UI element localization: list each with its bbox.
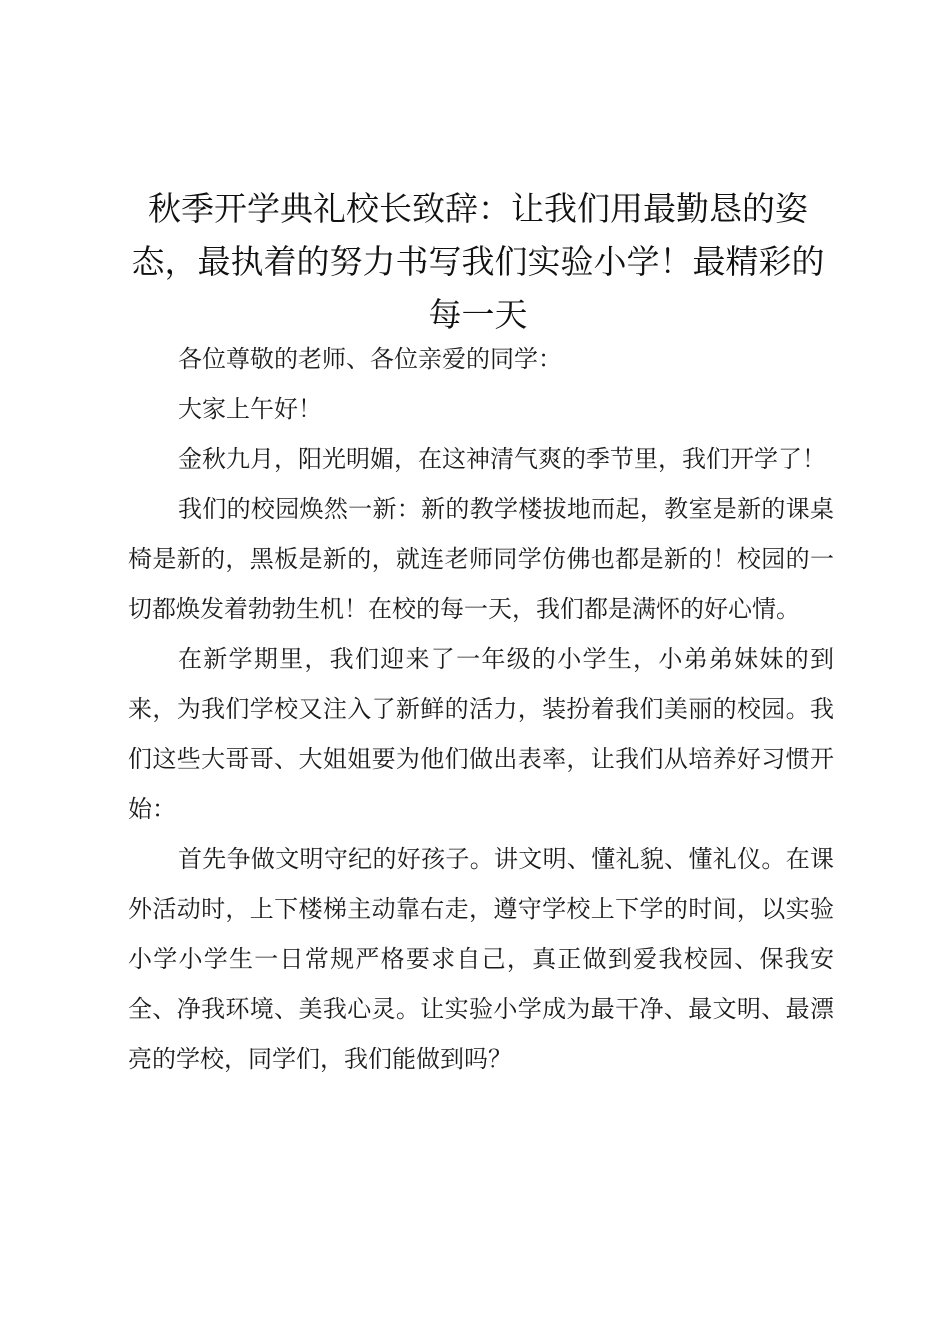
document-body: [128, 334, 834, 1084]
paragraph-new-campus: 我们的校园焕然一新：新的教学楼拔地而起，教室是新的课桌椅是新的，黑板是新的，就连老师同学仿佛也都是新的！校园的一切都焕发着勃勃生机！在校的每一天，我们都是满怀的好心情。: [128, 495, 834, 623]
paragraph-opening: 金秋九月，阳光明媚，在这神清气爽的季节里，我们开学了！: [178, 445, 826, 473]
paragraph-new-students: 在新学期里，我们迎来了一年级的小学生，小弟弟妹妹的到来，为我们学校又注入了新鲜的活力，装扮着我们美丽的校园。我们这些大哥哥、大姐姐要为他们做出表率，让我们从培养好习惯开始：: [128, 645, 834, 823]
paragraph-salutation: 各位尊敬的老师、各位亲爱的同学：: [178, 345, 562, 373]
paragraph-greeting: 大家上午好！: [178, 395, 322, 423]
paragraph-civility: 首先争做文明守纪的好孩子。讲文明、懂礼貌、懂礼仪。在课外活动时，上下楼梯主动靠右走，遵守学校上下学的时间，以实验小学小学生一日常规严格要求自己，真正做到爱我校园、保我安全、净我环境、美我心灵。让实验小学成为最干净、最文明、最漂亮的学校，同学们，我们能做到吗？: [128, 845, 834, 1073]
document-title: 秋季开学典礼校长致辞：让我们用最勤恳的姿态，最执着的努力书写我们实验小学！最精彩的每一天: [131, 189, 825, 334]
